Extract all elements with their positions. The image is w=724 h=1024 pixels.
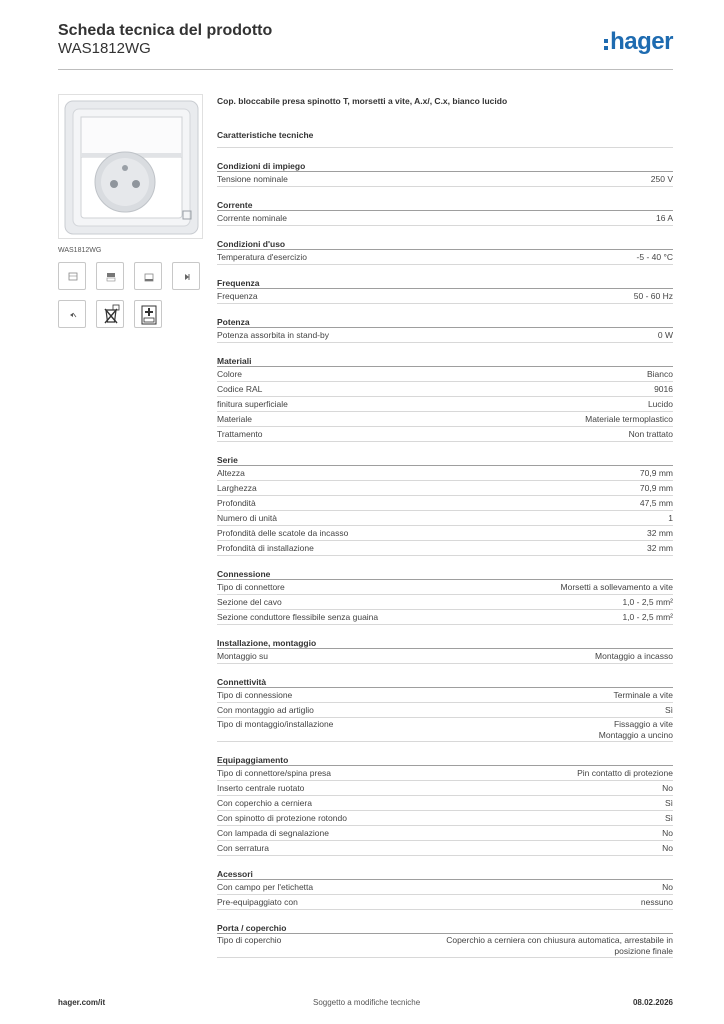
spec-row xyxy=(217,367,673,382)
spec-value-line: 70,9 mm xyxy=(639,468,673,478)
spec-value xyxy=(662,781,673,795)
spec-value xyxy=(662,841,673,855)
section-title: Connettività xyxy=(217,672,673,688)
symbol-icon-5 xyxy=(58,300,86,328)
spec-value xyxy=(640,496,673,510)
footer-website-link[interactable]: hager.com/it xyxy=(58,998,106,1007)
product-image xyxy=(58,94,203,239)
spec-row xyxy=(217,766,673,781)
spec-value-line: 1,0 - 2,5 mm² xyxy=(622,612,673,622)
spec-value-line: 70,9 mm xyxy=(639,483,673,493)
spec-value-line: Sì xyxy=(664,705,673,715)
spec-value-line: posizione finale xyxy=(614,945,673,956)
spec-value xyxy=(622,610,673,624)
spec-label: Profondità delle scatole da incasso xyxy=(217,528,349,538)
spec-row xyxy=(217,427,673,442)
spec-row xyxy=(217,826,673,841)
spec-label: Tipo di coperchio xyxy=(217,935,282,945)
spec-value-line: Morsetti a sollevamento a vite xyxy=(560,582,673,592)
section-title: Installazione, montaggio xyxy=(217,633,673,649)
spec-row xyxy=(217,481,673,496)
spec-value xyxy=(640,481,673,495)
spec-value-line: Fissaggio a vite xyxy=(613,719,673,729)
section-title: Serie xyxy=(217,450,673,466)
spec-value xyxy=(599,719,673,740)
spec-section xyxy=(217,633,673,664)
spec-value-line: Coperchio a cerniera con chiusura automatica, arrestabile in xyxy=(446,935,673,945)
spec-row xyxy=(217,703,673,718)
spec-value xyxy=(613,688,673,702)
spec-value-line: Lucido xyxy=(647,399,673,409)
spec-label: Temperatura d'esercizio xyxy=(217,252,307,262)
spec-row xyxy=(217,610,673,625)
spec-main xyxy=(217,94,673,958)
spec-label: Trattamento xyxy=(217,429,263,439)
spec-value-line: 1 xyxy=(668,513,673,523)
spec-value-line: No xyxy=(662,828,673,838)
spec-label: Profondità xyxy=(217,498,256,508)
spec-row xyxy=(217,466,673,481)
spec-value-line: -5 - 40 °C xyxy=(636,252,673,262)
logo-wordmark: hager xyxy=(610,28,673,55)
spec-value xyxy=(662,826,673,840)
spec-label: Corrente nominale xyxy=(217,213,287,223)
spec-row xyxy=(217,526,673,541)
spec-value xyxy=(665,811,673,825)
spec-section xyxy=(217,564,673,625)
spec-value-line: nessuno xyxy=(640,897,673,907)
spec-value-line: 9016 xyxy=(654,384,673,394)
schuko-plus-icon xyxy=(134,300,162,328)
spec-value-line: 50 - 60 Hz xyxy=(633,291,673,301)
spec-label: Tipo di connessione xyxy=(217,690,293,700)
spec-row xyxy=(217,688,673,703)
spec-value-line: No xyxy=(662,882,673,892)
spec-value-line: Terminale a vite xyxy=(613,690,673,700)
image-caption: WAS1812WG xyxy=(58,247,102,254)
spec-row xyxy=(217,796,673,811)
section-title: Condizioni d'uso xyxy=(217,234,673,250)
spec-row xyxy=(217,328,673,343)
spec-value xyxy=(658,328,673,342)
spec-section xyxy=(217,156,673,187)
spec-label: Codice RAL xyxy=(217,384,263,394)
spec-value-line: 32 mm xyxy=(647,543,673,553)
spec-label: Sezione conduttore flessibile senza guaina xyxy=(217,612,379,622)
spec-value xyxy=(446,935,673,956)
spec-value-line: 0 W xyxy=(657,330,673,340)
footer-date: 08.02.2026 xyxy=(632,998,673,1007)
spec-value xyxy=(668,511,673,525)
spec-label: Profondità di installazione xyxy=(217,543,314,553)
spec-row xyxy=(217,781,673,796)
spec-label: Larghezza xyxy=(217,483,257,493)
section-title: Condizioni di impiego xyxy=(217,156,673,172)
spec-value xyxy=(647,367,673,381)
spec-value xyxy=(634,289,673,303)
install-type-icon-3 xyxy=(134,262,162,290)
spec-label: Frequenza xyxy=(217,291,258,301)
spec-row xyxy=(217,841,673,856)
spec-label: Con montaggio ad artiglio xyxy=(217,705,314,715)
spec-label: Pre-equipaggiato con xyxy=(217,897,298,907)
spec-value xyxy=(640,466,673,480)
spec-label: Potenza assorbita in stand-by xyxy=(217,330,329,340)
spec-value xyxy=(647,541,673,555)
section-title: Potenza xyxy=(217,312,673,328)
spec-value-line: 250 V xyxy=(650,174,673,184)
spec-value xyxy=(651,172,673,186)
spec-value-line: 32 mm xyxy=(647,528,673,538)
spec-sections xyxy=(217,156,673,958)
feature-icons xyxy=(58,262,203,328)
section-title: Corrente xyxy=(217,195,673,211)
spec-value-line: Sì xyxy=(664,798,673,808)
spec-label: Tipo di connettore xyxy=(217,582,285,592)
spec-label: Con campo per l'etichetta xyxy=(217,882,314,892)
spec-label: Con serratura xyxy=(217,843,269,853)
spec-section xyxy=(217,351,673,442)
product-code: WAS1812WG xyxy=(58,40,151,57)
spec-value xyxy=(637,250,673,264)
spec-row xyxy=(217,496,673,511)
spec-value xyxy=(665,796,673,810)
spec-label: Materiale xyxy=(217,414,252,424)
spec-label: Altezza xyxy=(217,468,245,478)
spec-value-line: Non trattato xyxy=(628,429,673,439)
logo-colon-mark xyxy=(604,39,608,50)
spec-value-line: No xyxy=(662,783,673,793)
spec-value xyxy=(665,703,673,717)
spec-value xyxy=(629,427,673,441)
spec-row xyxy=(217,541,673,556)
section-title: Frequenza xyxy=(217,273,673,289)
spec-value-line: 1,0 - 2,5 mm² xyxy=(622,597,673,607)
spec-section xyxy=(217,273,673,304)
spec-value xyxy=(585,412,673,426)
section-title: Connessione xyxy=(217,564,673,580)
spec-section xyxy=(217,312,673,343)
spec-label: Montaggio su xyxy=(217,651,269,661)
install-type-icon-2 xyxy=(96,262,124,290)
spec-value xyxy=(662,880,673,894)
spec-value xyxy=(577,766,673,780)
spec-value-line: 47,5 mm xyxy=(639,498,673,508)
left-column xyxy=(58,94,203,328)
spec-value xyxy=(647,526,673,540)
spec-section xyxy=(217,672,673,742)
spec-value-line: Bianco xyxy=(647,369,673,379)
spec-row xyxy=(217,172,673,187)
spec-row xyxy=(217,412,673,427)
page-header xyxy=(58,20,673,70)
spec-value-line: Pin contatto di protezione xyxy=(577,768,673,778)
spec-row xyxy=(217,511,673,526)
spec-value xyxy=(622,595,673,609)
spec-value-line: Sì xyxy=(664,813,673,823)
install-type-icon-4 xyxy=(172,262,200,290)
section-title: Equipaggiamento xyxy=(217,750,673,766)
spec-value xyxy=(648,397,673,411)
section-title: Materiali xyxy=(217,351,673,367)
spec-label: Con lampada di segnalazione xyxy=(217,828,329,838)
spec-row xyxy=(217,382,673,397)
spec-row xyxy=(217,580,673,595)
spec-section xyxy=(217,450,673,556)
spec-row xyxy=(217,397,673,412)
spec-section xyxy=(217,234,673,265)
spec-value xyxy=(641,895,673,909)
spec-label: Tensione nominale xyxy=(217,174,288,184)
page-title: Scheda tecnica del prodotto xyxy=(58,22,273,39)
spec-row xyxy=(217,718,673,742)
spec-value-line: Montaggio a uncino xyxy=(598,729,673,740)
spec-label: Colore xyxy=(217,369,243,379)
spec-label: Con coperchio a cerniera xyxy=(217,798,312,808)
spec-label: Tipo di montaggio/installazione xyxy=(217,719,334,729)
spec-label: Inserto centrale ruotato xyxy=(217,783,305,793)
section-title: Porta / coperchio xyxy=(217,918,673,934)
footer-note: Soggetto a modifiche tecniche xyxy=(313,998,421,1007)
spec-row xyxy=(217,211,673,226)
spec-row xyxy=(217,934,673,958)
spec-label: Numero di unità xyxy=(217,513,278,523)
spec-row xyxy=(217,880,673,895)
spec-label: Con spinotto di protezione rotondo xyxy=(217,813,347,823)
spec-row xyxy=(217,289,673,304)
spec-row xyxy=(217,649,673,664)
spec-section xyxy=(217,918,673,958)
spec-row xyxy=(217,250,673,265)
spec-value xyxy=(561,580,673,594)
product-description: Cop. bloccabile presa spinotto T, morsetti a vite, A.x/, C.x, bianco lucido xyxy=(217,96,508,106)
no-dispose-bin-icon xyxy=(96,300,124,328)
spec-value-line: No xyxy=(662,843,673,853)
spec-value-line: 16 A xyxy=(655,213,673,223)
technical-heading: Caratteristiche tecniche xyxy=(217,122,673,148)
spec-value xyxy=(654,382,673,396)
spec-row xyxy=(217,595,673,610)
spec-row xyxy=(217,811,673,826)
spec-row xyxy=(217,895,673,910)
hager-logo[interactable] xyxy=(604,26,673,54)
spec-label: Tipo di connettore/spina presa xyxy=(217,768,332,778)
spec-section xyxy=(217,195,673,226)
spec-value xyxy=(656,211,673,225)
section-title: Acessori xyxy=(217,864,673,880)
spec-label: finitura superficiale xyxy=(217,399,288,409)
spec-value xyxy=(595,649,673,663)
spec-label: Sezione del cavo xyxy=(217,597,282,607)
spec-value-line: Montaggio a incasso xyxy=(595,651,673,661)
spec-section xyxy=(217,864,673,910)
spec-value-line: Materiale termoplastico xyxy=(585,414,673,424)
install-type-icon-1 xyxy=(58,262,86,290)
spec-section xyxy=(217,750,673,856)
